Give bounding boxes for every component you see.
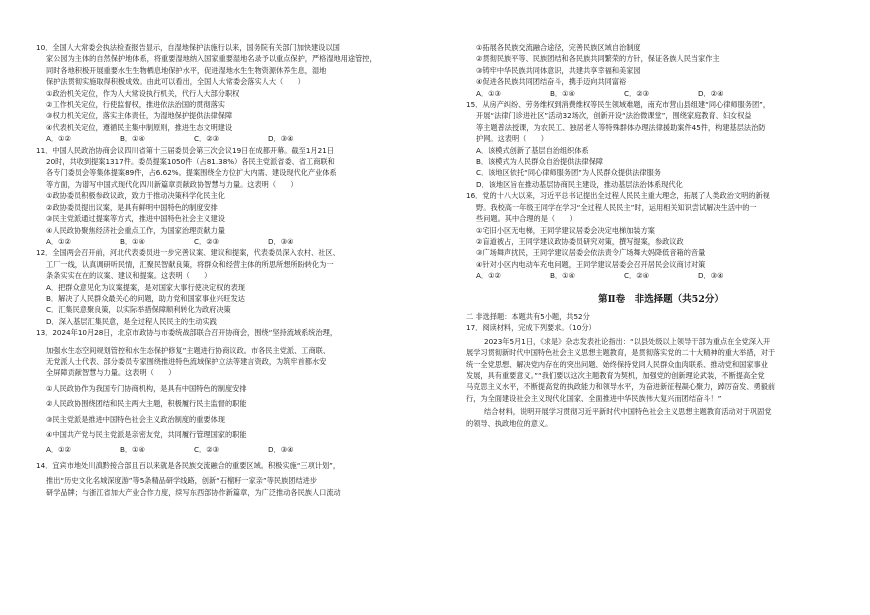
q12-option[interactable]: C．汇集民意聚良策，以实际举措保障顺利转化为政府决策 (46, 305, 231, 315)
q11-statement: ④人民政协聚焦经济社会重点工作，为国家治理贡献力量 (46, 225, 225, 235)
q15-option[interactable]: D．该地区旨在推动基层协商民主建设，推动基层法治体系现代化 (476, 179, 683, 189)
option-d[interactable]: D．③④ (268, 445, 294, 455)
q13-statement: ③民主党派是推进中国特色社会主义政治制度的重要体现 (46, 414, 225, 424)
option-b[interactable]: B．①④ (120, 236, 146, 246)
q11-stem-line: 20时，共收到提案1317件。委员提案1050件（占81.38%）各民主党派省委、省工商联和 (46, 157, 335, 167)
q10-options (36, 133, 426, 144)
question-14-continued (466, 42, 856, 99)
section-2-instruction: 二 非选择题：本题共有5小题，共52分 (466, 311, 590, 321)
q13-stem-line: 加强水生态空间规划管控和水生态保护修复”主题进行协商议政。市各民主党派、工商联、 (46, 345, 331, 355)
q17-task-line: 的领导、执政地位的意义。 (466, 418, 553, 428)
q10-statement: ④代表机关定位，遵循民主集中制原则，推进生态文明建设 (46, 122, 233, 132)
option-a[interactable]: A．①② (46, 134, 71, 144)
q16-statement: ③广场舞声扰民，王同学建议居委会依法责令广场舞大妈降低音箱的音量 (476, 248, 706, 258)
q13-statement: ①人民政协作为我国专门协商机构，是具有中国特色的制度安排 (46, 383, 247, 393)
q17-material-line: 行，为全面建设社会主义现代化国家、全面推进中华民族伟大复兴而团结奋斗！” (466, 393, 722, 403)
q14-statement: ①拓展各民族交流融合途径，完善民族区域自治制度 (476, 43, 641, 52)
q12-option[interactable]: A．把群众意见化为议案提案，是对国家大事行使决定权的表现 (46, 282, 245, 292)
q10-statement: ②工作机关定位，行使监督权，推进依法治国的贯彻落实 (46, 100, 225, 110)
option-c[interactable]: C．②③ (194, 134, 220, 144)
q10-statement: ①政治机关定位，作为人大常设执行机关，代行人大部分职权 (46, 88, 240, 98)
q17-material-line: 马克思主义水平，不断提高党的执政能力和领导水平，为奋进新征程凝心聚力，踔厉奋发、勇毅前 (466, 382, 776, 392)
q16-stem-line: 些问题。其中合理的是（ ） (476, 214, 577, 224)
q11-statement: ②政协委员提出议案，是具有鲜明中国特色的制度安排 (46, 202, 218, 212)
q13-stem-line: 全屏障贡献智慧与力量。这表明（ ） (46, 368, 176, 378)
q15-option[interactable]: C．该地区依托“同心律师服务团”为人民群众提供法律服务 (476, 168, 661, 178)
q17-material-line: 2023年5月1日，《求是》杂志发表社论指出：“以县处级以上领导干部为重点在全党深入开 (484, 336, 771, 346)
question-16 (466, 190, 856, 281)
left-column (36, 42, 426, 498)
q12-option[interactable]: D．深入基层汇集民意，是全过程人民民主的生动实践 (46, 316, 217, 326)
option-b[interactable]: B．①④ (550, 271, 576, 281)
section-2 (466, 311, 856, 429)
question-10 (36, 42, 426, 145)
q16-stem-line: 16．党的十八大以来，习近平总书记提出全过程人民民主重大理念，拓展了人类政治文明的新视 (466, 191, 770, 201)
section-2-title: 第Ⅱ卷 非选择题（共52分） (598, 293, 724, 305)
q14-stem-line: 推出“历史文化名城深度游”等5条精品研学线路，创新“石榴籽一家亲”等民族团结进步 (46, 476, 318, 486)
q17-material-line: 发展，具有重要意义。”“我们要以这次主题教育为契机，加强党的创新理论武装，不断提高全党 (466, 370, 765, 380)
q17-task-line: 结合材料，说明开展学习贯彻习近平新时代中国特色社会主义思想主题教育活动对于巩固党 (484, 407, 772, 417)
option-c[interactable]: C．②③ (194, 236, 220, 246)
q11-stem-line: 各专门委员会等集体提案89件，占6.62%。提案围绕全方位扩大内需、建设现代化产业体系 (46, 168, 337, 178)
option-c[interactable]: C．②③ (194, 445, 220, 455)
right-column (466, 42, 856, 429)
q14-stem-line: 14．宜宾市地处川滇黔接合部且百以来就是各民族交流融合的重要区域。积极实施“三项计划”， (36, 460, 341, 470)
q11-statement: ③民主党派通过提案等方式，推进中国特色社会主义建设 (46, 214, 225, 224)
option-d[interactable]: D．③④ (268, 236, 294, 246)
q14-stem-line: 研学品牌；与浙江省加大产业合作力度，续写东西部协作新篇章，为广泛推动各民族人口流动 (46, 487, 341, 497)
option-b[interactable]: B．①④ (550, 88, 576, 98)
q15-option[interactable]: B．该模式为人民群众自治提供法律保障 (476, 157, 604, 167)
q12-stem-line: 12．全国两会召开前，河北代表委员进一步完善议案、建议和提案，代表委员深入农村、社区、 (36, 248, 340, 258)
option-a[interactable]: A．①③ (476, 88, 501, 98)
q11-stem-line: 11．中国人民政治协商会议四川省第十三届委员会第三次会议19日在成都开幕。截至1月21日 (36, 145, 334, 155)
question-13 (36, 327, 426, 456)
option-d[interactable]: D．②④ (698, 88, 724, 98)
q17-material-line: 展学习贯彻新时代中国特色社会主义思想主题教育，是贯彻落实党的二十大精神的重大举措，对于 (466, 348, 776, 358)
q16-statement: ①宅旧小区无电梯，王同学建议居委会决定电梯加装方案 (476, 225, 655, 235)
question-11 (36, 145, 426, 248)
q14-statement: ④促进各民族共同团结奋斗，携手迈向共同富裕 (476, 77, 627, 87)
q13-statement: ②人民政协围绕团结和民主两大主题，积极履行民主监督的职能 (46, 399, 247, 409)
option-a[interactable]: A．①② (46, 445, 71, 455)
question-15 (466, 99, 856, 190)
q14-statement: ③铸牢中华民族共同体意识，共建共享幸福和美家园 (476, 65, 641, 75)
q11-options (36, 236, 426, 247)
q12-option[interactable]: B．解决了人民群众最关心的问题，助力党和国家事业兴旺发达 (46, 293, 245, 303)
option-c[interactable]: C．②④ (624, 271, 650, 281)
q15-stem-line: 15．从房产纠纷、劳务维权到消费维权等民生领域难题，南充市营山县组建“同心律师服务团”， (466, 100, 771, 110)
q13-options (36, 444, 426, 455)
option-d[interactable]: D．③④ (268, 134, 294, 144)
q16-statement: ④针对小区内电动车充电问题，王同学建议居委会召开居民会议商讨对策 (476, 259, 706, 269)
question-17-heading: 17．阅读材料，完成下列要求。（10分） (466, 323, 596, 333)
question-14 (36, 460, 426, 498)
q12-stem-line: 条条实实在在的议案、建议和提案。这表明（ ） (46, 271, 212, 281)
q10-stem-line: 保护法贯彻实施取得积极成效。由此可以看出，全国人大常委会落实人大（ ） (46, 77, 305, 87)
q10-statement: ③权力机关定位，落实主体责任，为湿地保护提供法律保障 (46, 111, 233, 121)
q13-stem-line: 无党派人士代表、部分委员专家围绕推进特色流域保护立法等建言资政，为筑牢首都水安 (46, 356, 327, 366)
q11-stem-line: 等方面，为谱写中国式现代化四川新篇章贡献政协智慧与力量。这表明（ ） (46, 179, 298, 189)
q16-statement: ②盲道被占，王同学建议政协委员研究对策，撰写提案，参政议政 (476, 236, 684, 246)
q10-stem-line: 同时各地积极开展重要水生生物栖息地保护水平，促进湿地水生生物资源休养生息，湿地 (46, 65, 327, 75)
q15-stem-line: 等主题普法授课，为农民工、独居老人等特殊群体办理法律援助案件45件，构建基层法治防 (476, 122, 766, 132)
option-c[interactable]: C．②③ (624, 88, 650, 98)
q10-stem-line: 10．全国人大常委会执法检查报告显示，自湿地保护法施行以来，国务院有关部门加快建设以国 (36, 43, 340, 52)
q15-stem-line: 护网。这表明（ ） (476, 134, 548, 144)
q14-options (466, 88, 856, 99)
q11-statement: ①政协委员积极参政议政，致力于推动决策科学化民主化 (46, 191, 225, 201)
option-b[interactable]: B．①④ (120, 445, 146, 455)
q16-options (466, 270, 856, 281)
q15-option[interactable]: A．该模式创新了基层自治组织体系 (476, 145, 589, 155)
option-a[interactable]: A．①② (476, 271, 501, 281)
q16-stem-line: 野。我校高一年级王同学在学习“全过程人民民主”时，运用相关知识尝试解决生活中的一 (476, 202, 757, 212)
q15-stem-line: 开展“法律门诊进社区”活动32场次，创新开设“法治微课堂”，围绕家庭教育、妇女权益 (476, 111, 752, 121)
q14-statement: ②贯彻民族平等、民族团结和各民族共同繁荣的方针，保证各族人民当家作主 (476, 54, 720, 64)
q17-material-line: 统一全党思想、解决党内存在的突出问题、始终保持党同人民群众血肉联系、推动党和国家事业 (466, 359, 768, 369)
q12-stem-line: 工厂一线，认真调研听民情，汇聚民智献良策，将群众和经营主体的所思所想所盼转化为一 (46, 259, 334, 269)
q13-statement: ④中国共产党与民主党派是亲密友党，共同履行管理国家的职能 (46, 430, 247, 439)
q10-stem-line: 家公园为主体的自然保护地体系，将重要湿地纳入国家重要湿地名录予以重点保护，严格湿地用途管控， (46, 54, 377, 64)
q13-stem-line: 13．2024年10月28日，北京市政协与市委统战部联合召开协商会，围绕“坚持流域系统治理， (36, 328, 338, 338)
option-b[interactable]: B．①④ (120, 134, 146, 144)
option-a[interactable]: A．①② (46, 236, 71, 246)
question-12 (36, 247, 426, 327)
option-d[interactable]: D．③④ (698, 271, 724, 281)
